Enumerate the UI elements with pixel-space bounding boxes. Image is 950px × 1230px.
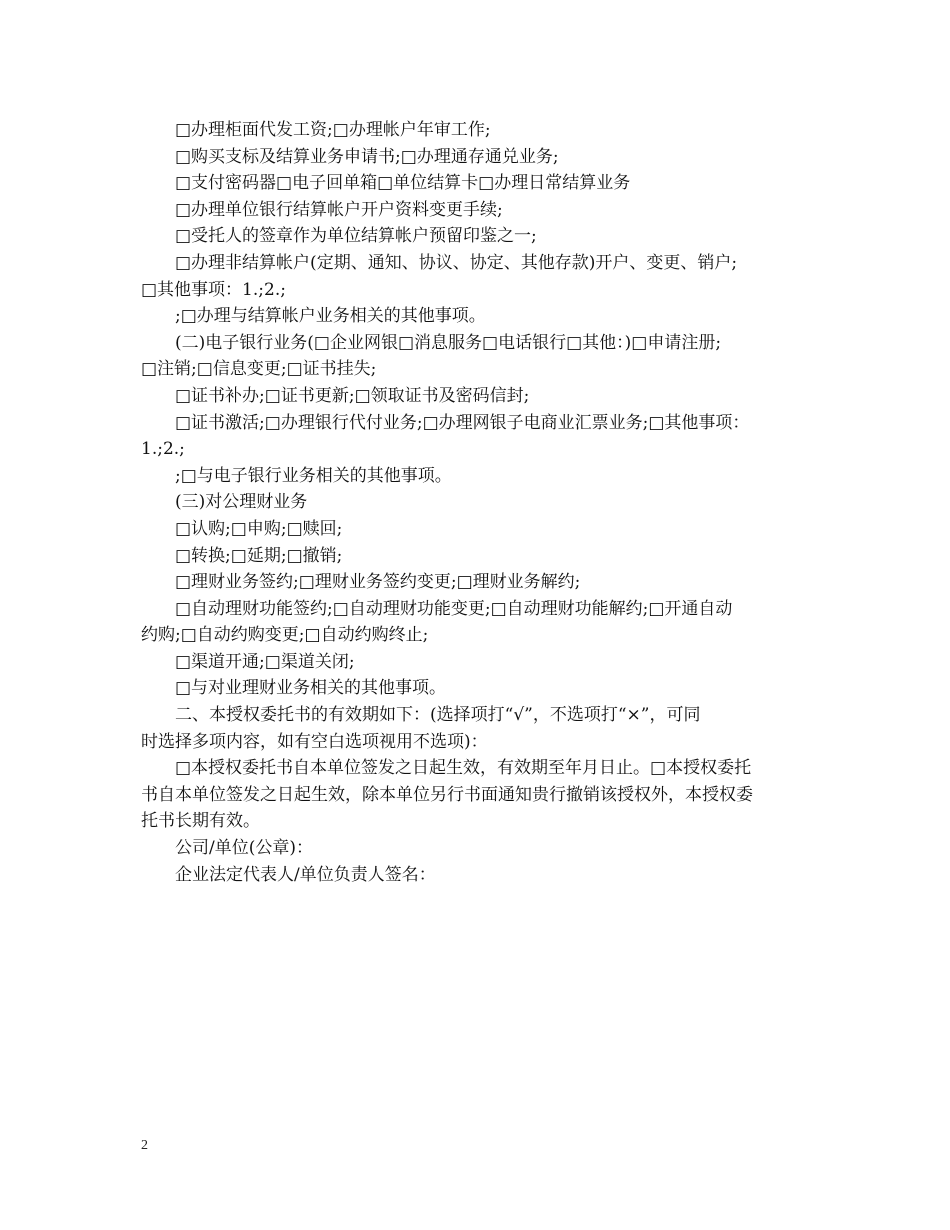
text-line: □支付密码器□电子回单箱□单位结算卡□办理日常结算业务 bbox=[141, 173, 631, 194]
text-line: □办理单位银行结算帐户开户资料变更手续; bbox=[141, 199, 503, 220]
text-line: □理财业务签约;□理财业务签约变更;□理财业务解约; bbox=[141, 572, 581, 593]
text-line: 约购;□自动约购变更;□自动约购终止; bbox=[141, 625, 429, 646]
text-line: 公司/单位(公章)： bbox=[141, 838, 313, 859]
text-line: 托书长期有效。 bbox=[141, 811, 260, 832]
text-line: □证书激活;□办理银行代付业务;□办理网银子电商业汇票业务;□其他事项： bbox=[141, 412, 750, 433]
text-line: (二)电子银行业务(□企业网银□消息服务□电话银行□其他：)□申请注册; bbox=[141, 332, 722, 353]
text-line: ;□与电子银行业务相关的其他事项。 bbox=[141, 465, 452, 486]
text-line: □证书补办;□证书更新;□领取证书及密码信封; bbox=[141, 385, 530, 406]
text-line: □转换;□延期;□撤销; bbox=[141, 545, 343, 566]
text-line: 时选择多项内容，如有空白选项视用不选项)： bbox=[141, 731, 488, 752]
text-line: □其他事项：1.;2.; bbox=[141, 279, 286, 300]
text-line: □注销;□信息变更;□证书挂失; bbox=[141, 359, 377, 380]
page-number: 2 bbox=[141, 1138, 148, 1153]
text-line: 企业法定代表人/单位负责人签名： bbox=[141, 864, 436, 885]
text-line: □办理柜面代发工资;□办理帐户年审工作; bbox=[141, 120, 491, 140]
text-line: 书自本单位签发之日起生效，除本单位另行书面通知贵行撤销该授权外，本授权委 bbox=[141, 784, 753, 805]
body-text bbox=[141, 117, 821, 888]
text-line: □与对业理财业务相关的其他事项。 bbox=[141, 678, 447, 699]
text-line: □办理非结算帐户(定期、通知、协议、协定、其他存款)开户、变更、销户; bbox=[141, 252, 738, 273]
text-line: 1.;2.; bbox=[141, 439, 185, 460]
text-line: □认购;□申购;□赎回; bbox=[141, 518, 343, 539]
text-line: □受托人的签章作为单位结算帐户预留印鉴之一; bbox=[141, 226, 537, 247]
text-line: (三)对公理财业务 bbox=[141, 492, 308, 513]
text-line: □购买支标及结算业务申请书;□办理通存通兑业务; bbox=[141, 146, 559, 167]
text-line: 二、本授权委托书的有效期如下：(选择项打“√”，不选项打“×”，可同 bbox=[141, 705, 701, 726]
text-line: □本授权委托书自本单位签发之日起生效，有效期至年月日止。□本授权委托 bbox=[141, 758, 752, 779]
text-line: □自动理财功能签约;□自动理财功能变更;□自动理财功能解约;□开通自动 bbox=[141, 598, 733, 619]
text-line: □渠道开通;□渠道关闭; bbox=[141, 651, 355, 672]
text-line: ;□办理与结算帐户业务相关的其他事项。 bbox=[141, 306, 486, 327]
